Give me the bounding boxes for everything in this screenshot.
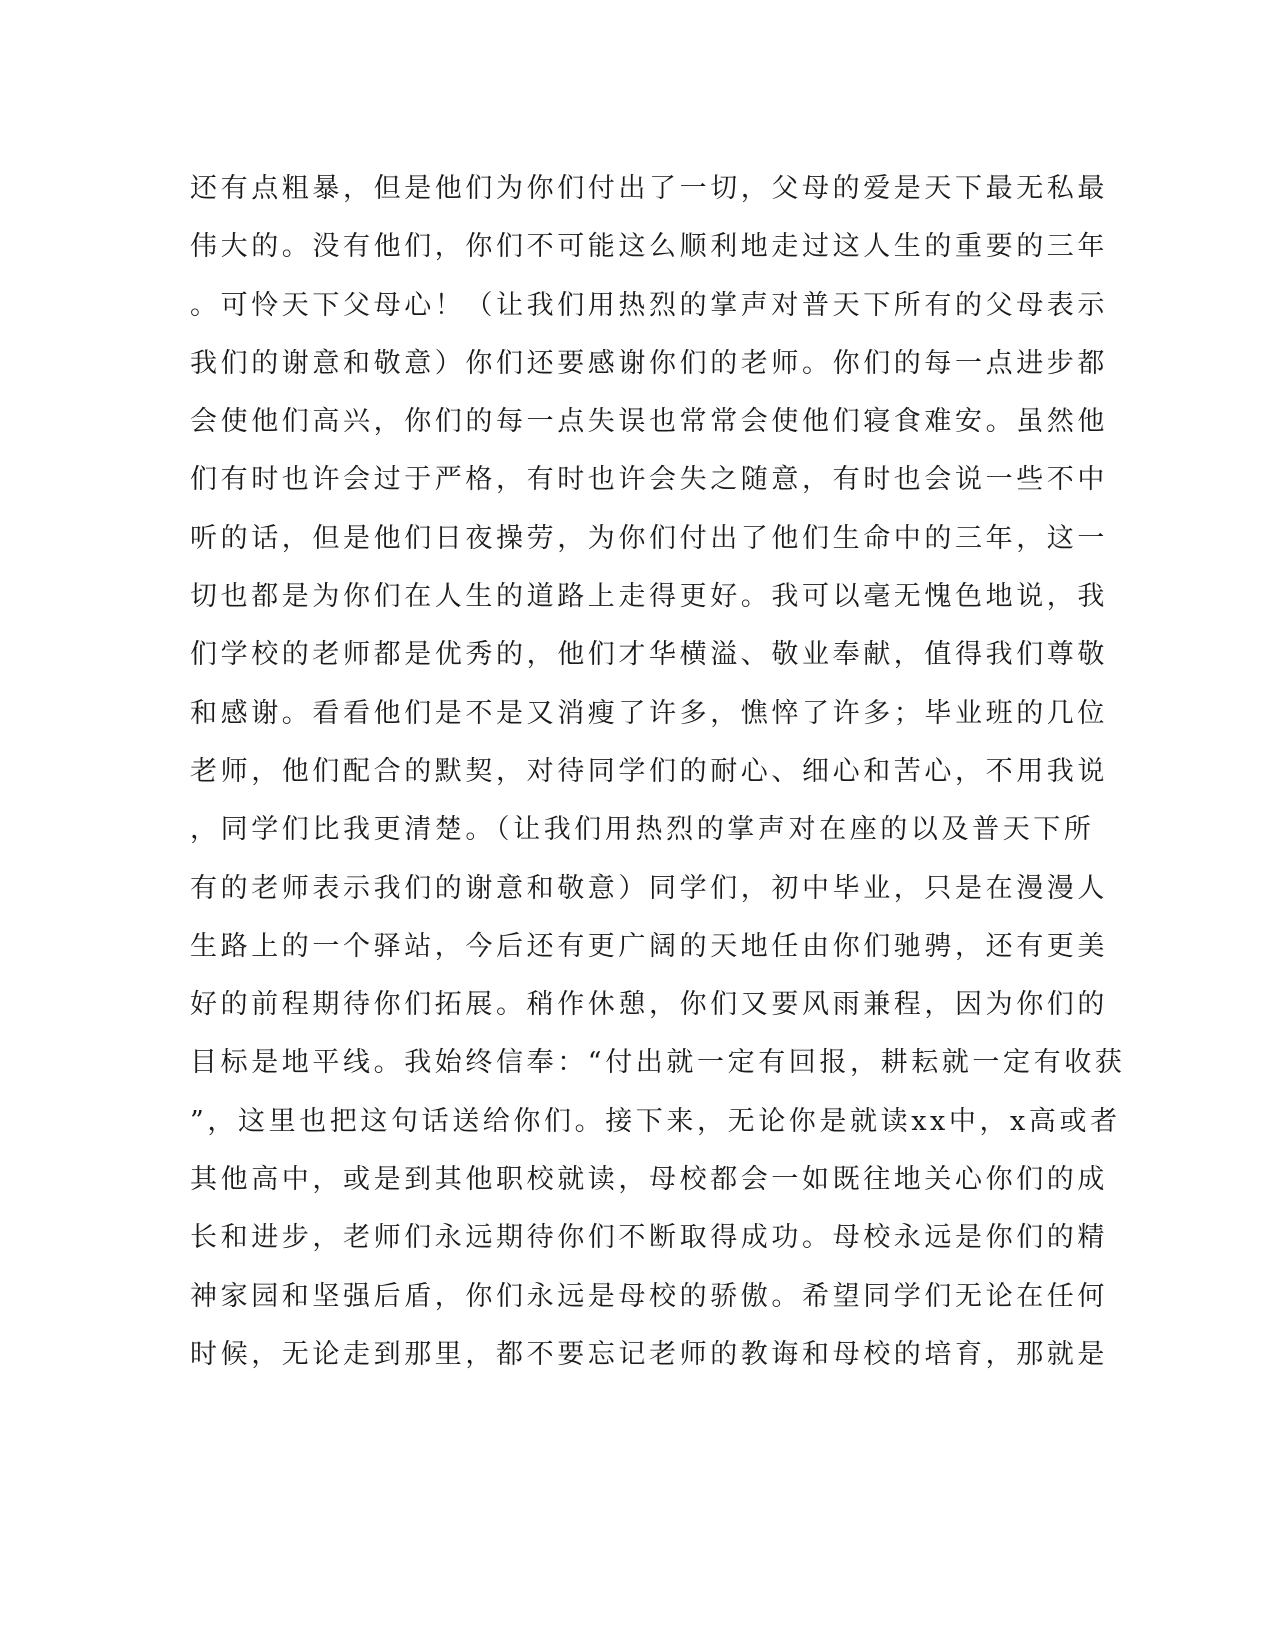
- text-line: 们学校的老师都是优秀的，他们才华横溢、敬业奉献，值得我们尊敬: [190, 639, 1108, 671]
- text-line: 时候，无论走到那里，都不要忘记老师的教诲和母校的培育，那就是: [190, 1338, 1108, 1370]
- text-line: 。可怜天下父母心！（让我们用热烈的掌声对普天下所有的父母表示: [190, 289, 1108, 321]
- text-line: 有的老师表示我们的谢意和敬意）同学们，初中毕业，只是在漫漫人: [190, 872, 1108, 904]
- text-line: 长和进步，老师们永远期待你们不断取得成功。母校永远是你们的精: [190, 1222, 1108, 1254]
- text-line: 目标是地平线。我始终信奉：“付出就一定有回报，耕耘就一定有收获: [190, 1047, 1126, 1079]
- text-line: 和感谢。看看他们是不是又消瘦了许多，憔悴了许多；毕业班的几位: [190, 697, 1108, 729]
- text-line: 切也都是为你们在人生的道路上走得更好。我可以毫无愧色地说，我: [190, 581, 1108, 613]
- text-line: 还有点粗暴，但是他们为你们付出了一切，父母的爱是天下最无私最: [190, 173, 1108, 204]
- text-line: 好的前程期待你们拓展。稍作休憩，你们又要风雨兼程，因为你们的: [190, 989, 1108, 1021]
- text-line: 其他高中，或是到其他职校就读，母校都会一如既往地关心你们的成: [190, 1164, 1108, 1196]
- text-line: ，同学们比我更清楚。（让我们用热烈的掌声对在座的以及普天下所: [190, 814, 1095, 846]
- text-line: 我们的谢意和敬意）你们还要感谢你们的老师。你们的每一点进步都: [190, 347, 1108, 379]
- text-line: 生路上的一个驿站，今后还有更广阔的天地任由你们驰骋，还有更美: [190, 930, 1108, 962]
- body-text: [190, 160, 1126, 1384]
- text-line: 神家园和坚强后盾，你们永远是母校的骄傲。希望同学们无论在任何: [190, 1280, 1108, 1312]
- text-line: 会使他们高兴，你们的每一点失误也常常会使他们寝食难安。虽然他: [190, 406, 1108, 438]
- text-line: ”，这里也把这句话送给你们。接下来，无论你是就读xx中，x高或者: [190, 1105, 1121, 1137]
- text-line: 伟大的。没有他们，你们不可能这么顺利地走过这人生的重要的三年: [190, 231, 1108, 263]
- text-line: 们有时也许会过于严格，有时也许会失之随意，有时也会说一些不中: [190, 464, 1108, 496]
- text-line: 听的话，但是他们日夜操劳，为你们付出了他们生命中的三年，这一: [190, 522, 1108, 554]
- text-line: 老师，他们配合的默契，对待同学们的耐心、细心和苦心，不用我说: [190, 755, 1108, 787]
